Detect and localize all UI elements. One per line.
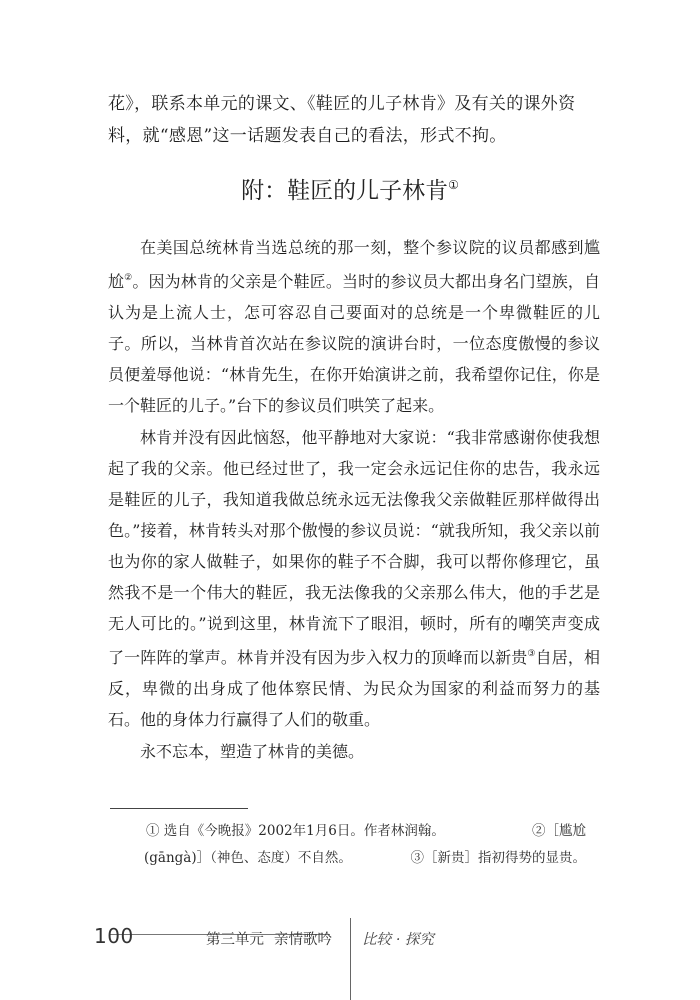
footnotes xyxy=(146,818,586,872)
page-number: 100 xyxy=(94,924,134,948)
paragraph-1-part-a: 在美国总统林肯当选总统的那一刻，整个参议院的议员都感到尴尬 xyxy=(108,238,600,292)
article-title-text: 附：鞋匠的儿子林肯 xyxy=(241,178,449,204)
footnote-row-2 xyxy=(144,845,586,872)
intro-line-1: 花》，联系本单元的课文、《鞋匠的儿子林肯》及有关的课外资 xyxy=(108,94,576,114)
footer-vertical-rule xyxy=(350,918,351,1000)
footnote-1: ① 选自《今晚报》2002年1月6日。作者林润翰。 xyxy=(146,823,445,839)
unit-title: 亲情歌吟 xyxy=(274,932,332,948)
paragraph-1-part-b: 。因为林肯的父亲是个鞋匠。当时的参议员大都出身名门望族，自认为是上流人士，怎可容忍自己要面对的总统是一个卑微鞋匠的儿子。所以，当林肯首次站在参议院的演讲台时，一位态度傲慢的参议员便羞辱他说：“林肯先生，在你开始演讲之前，我希望你记住，你是一个鞋匠的儿子。”台下的参议员们哄笑了起来。 xyxy=(108,272,600,416)
intro-text xyxy=(108,88,608,152)
article-title xyxy=(0,172,700,205)
footnote-row-1 xyxy=(146,818,586,845)
paragraph-3: 永不忘本，塑造了林肯的美德。 xyxy=(140,741,365,761)
intro-line-2: 料，就“感恩”这一话题发表自己的看法，形式不拘。 xyxy=(108,126,507,146)
unit-heading xyxy=(206,928,342,949)
footnote-3: ③［新贵］指初得势的显贵。 xyxy=(410,850,586,866)
paragraph-2-part-a: 林肯并没有因此恼怒，他平静地对大家说：“我非常感谢你使我想起了我的父亲。他已经过世了，我一定会永远记住你的忠告，我永远是鞋匠的儿子，我知道我做总统永远无法像我父亲做鞋匠那样做得出色。”接着，林肯转头对那个傲慢的参议员说：“就我所知，我父亲以前也为你的家人做鞋子，如果你的鞋子不合脚，我可以帮你修理它，虽然我不是一个伟大的鞋匠，我无法像我的父亲那么伟大，他的手艺是无人可比的。”说到这里，林肯流下了眼泪，顿时，所有的嘲笑声变成了一阵阵的掌声。林肯并没有因为步入权力的顶峰而以新贵 xyxy=(108,427,600,668)
footnote-2-tail: (gāngà)］（神色、态度）不自然。 xyxy=(144,850,352,866)
title-footnote-mark: ① xyxy=(448,178,459,192)
footnote-divider xyxy=(110,808,248,809)
article-body xyxy=(108,232,600,767)
paragraph-1 xyxy=(108,232,600,422)
paragraph-2-part-b: 自居，相反，卑微的出身成了他体察民情、为民众为国家的利益而努力的基石。他的身体力行赢得了人们的敬重。 xyxy=(108,648,600,730)
paragraph-2 xyxy=(108,422,600,736)
footnote-mark-3: ③ xyxy=(527,649,536,660)
unit-label: 第三单元 xyxy=(206,932,264,948)
section-tag: 比较 · 探究 xyxy=(362,932,434,948)
footnote-2-head: ②［尴尬 xyxy=(532,823,586,839)
footnote-mark-2: ② xyxy=(124,273,133,284)
